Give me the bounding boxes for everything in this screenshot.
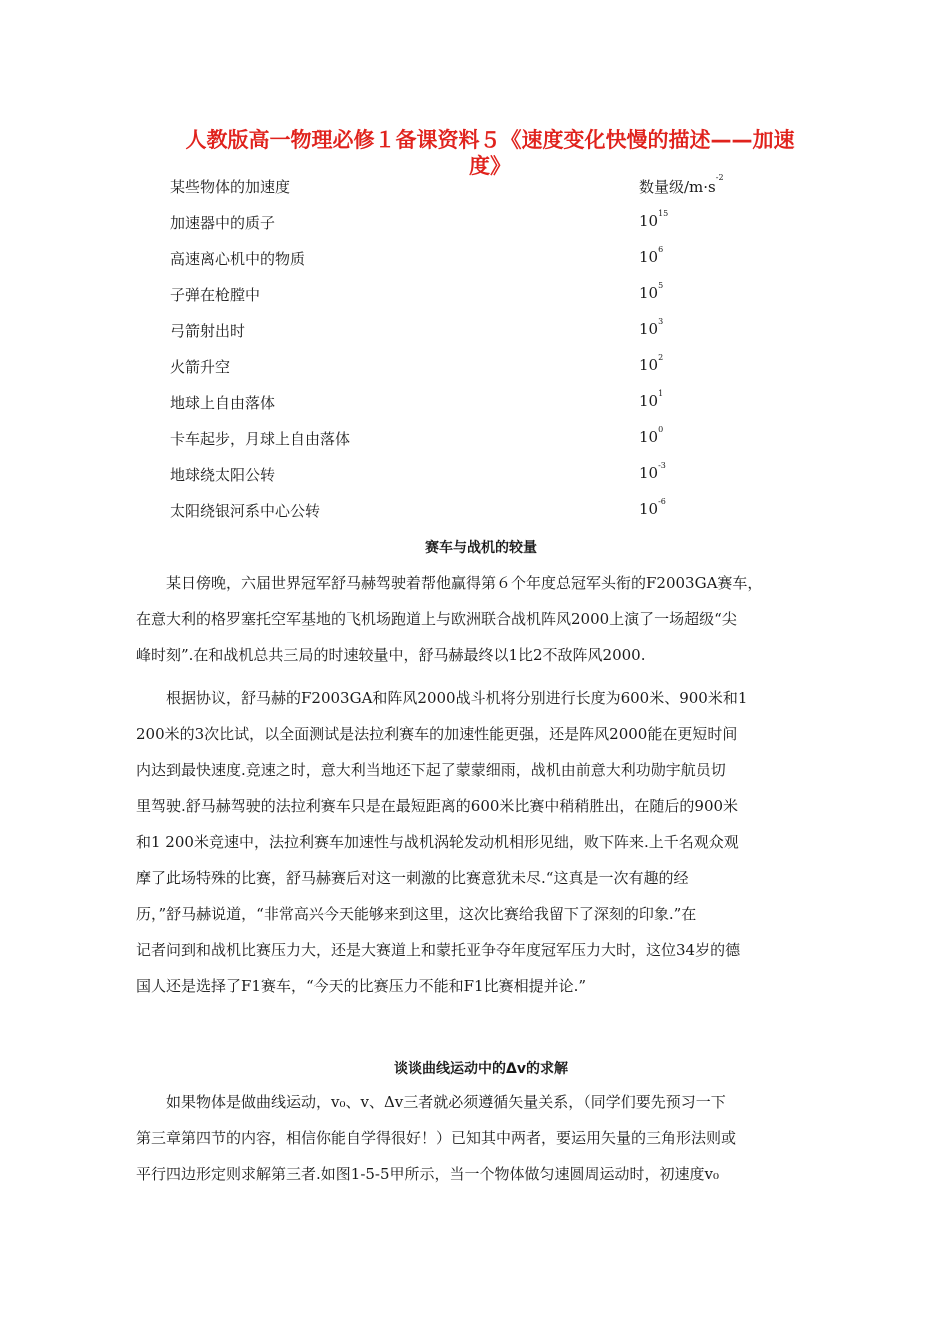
table-header-row: [170, 170, 790, 206]
header-object: 某些物体的加速度: [170, 178, 291, 196]
title-line-2: 度》: [469, 154, 511, 178]
table-row: [170, 458, 790, 494]
title-line-1: 人教版高一物理必修１备课资料５《速度变化快慢的描述——加速: [185, 128, 795, 152]
row-magnitude: $10^0$: [639, 425, 664, 446]
paragraph: 某日傍晚，六届世界冠军舒马赫驾驶着帮他赢得第６个年度总冠军头衔的F2003GA赛车， 在意大利的格罗塞托空军基地的飞机场跑道上与欧洲联合战机阵风2000上演了一场超级“尖 峰时刻”.在和战机总共三局的时速较量中，舒马赫最终以1比2不敌阵风2000.: [136, 574, 763, 664]
row-object: 高速离心机中的物质: [170, 250, 306, 268]
row-magnitude: $10^2$: [639, 353, 664, 374]
table-row: [170, 278, 790, 314]
table-row: [170, 206, 790, 242]
row-object: 子弹在枪膛中: [170, 286, 261, 304]
row-object: 弓箭射出时: [170, 322, 246, 340]
paragraph: 根据协议，舒马赫的F2003GA和阵风2000战斗机将分别进行长度为600米、900米和1 200米的3次比试，以全面测试是法拉利赛车的加速性能更强，还是阵风2000能在更短时间 内达到最快速度.竞速之时，意大利当地还下起了蒙蒙细雨，战机由前意大利功勋宇航员切 里驾驶.舒马赫驾驶的法拉利赛车只是在最短距离的600米比赛中稍稍胜出，在随后的900米 和1 200米竞速中，法拉利赛车加速性与战机涡轮发动机相形见绌，败下阵来.上千名观众观 摩了此场特殊的比赛，舒马赫赛后对这一刺激的比赛意犹未尽.“这真是一次有趣的经 历，”舒马赫说道，“非常高兴今天能够来到这里，这次比赛给我留下了深刻的印象.”在 记者问到和战机比赛压力大，还是大赛道上和蒙托亚争夺年度冠军压力大时，这位34岁的德 国人还是选择了F1赛车，“今天的比赛压力不能和F1比赛相提并论.”: [136, 689, 748, 995]
row-magnitude: $10^6$: [639, 245, 664, 266]
row-magnitude: $10^3$: [639, 317, 664, 338]
row-magnitude: $10^{15}$: [639, 209, 669, 230]
row-object: 火箭升空: [170, 358, 231, 376]
paragraph: 如果物体是做曲线运动，v₀、v、Δv三者就必须遵循矢量关系，（同学们要先预习一下 第三章第四节的内容，相信你能自学得很好！）已知其中两者，要运用矢量的三角形法则或 平行四边形定则求解第三者.如图1-5-5甲所示，当一个物体做匀速圆周运动时，初速度v₀: [136, 1093, 737, 1183]
section-heading-delta-v: 谈谈曲线运动中的Δv的求解: [394, 1061, 568, 1077]
row-object: 加速器中的质子: [170, 214, 276, 232]
acceleration-table: [170, 170, 790, 530]
row-object: 卡车起步，月球上自由落体: [170, 430, 351, 448]
table-row: [170, 422, 790, 458]
table-row: [170, 386, 790, 422]
row-magnitude: $10^5$: [639, 281, 664, 302]
table-row: [170, 314, 790, 350]
row-magnitude: $10^{-3}$: [639, 461, 666, 482]
table-row: [170, 350, 790, 386]
table-row: [170, 494, 790, 530]
row-object: 地球绕太阳公转: [170, 466, 276, 484]
table-row: [170, 242, 790, 278]
row-magnitude: $10^1$: [639, 389, 664, 410]
header-magnitude: 数量级$/m\cdot s^{-2}$: [639, 173, 724, 196]
row-object: 地球上自由落体: [170, 394, 276, 412]
section-heading-race: 赛车与战机的较量: [425, 540, 537, 556]
row-object: 太阳绕银河系中心公转: [170, 502, 321, 520]
row-magnitude: $10^{-6}$: [639, 497, 666, 518]
